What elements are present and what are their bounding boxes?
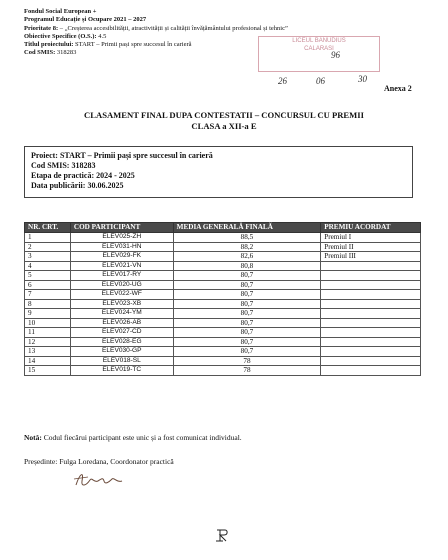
header-line: Cod SMIS: 318283 bbox=[24, 49, 77, 57]
final-average: 82,6 bbox=[173, 252, 321, 262]
prize bbox=[321, 337, 421, 347]
note: Notă: Codul fiecărui participant este unic și a fost comunicat individual. bbox=[24, 433, 242, 442]
stamp-month: 06 bbox=[316, 76, 325, 86]
stamp-institution: LICEUL BANUDIUS bbox=[292, 38, 346, 44]
row-number: 8 bbox=[25, 299, 71, 309]
table-row bbox=[25, 290, 421, 300]
final-average: 80,7 bbox=[173, 318, 321, 328]
annex-label: Anexa 2 bbox=[384, 84, 412, 93]
final-average: 80,7 bbox=[173, 328, 321, 338]
column-header: PREMIU ACORDAT bbox=[321, 223, 421, 233]
participant-code: ELEV019-TC bbox=[70, 366, 173, 376]
column-header: NR. CRT. bbox=[25, 223, 71, 233]
participant-code: ELEV022-WF bbox=[70, 290, 173, 300]
table-row bbox=[25, 347, 421, 357]
prize bbox=[321, 261, 421, 271]
column-header: MEDIA GENERALĂ FINALĂ bbox=[173, 223, 321, 233]
row-number: 1 bbox=[25, 233, 71, 243]
prize: Premiul III bbox=[321, 252, 421, 262]
prize bbox=[321, 299, 421, 309]
prize bbox=[321, 271, 421, 281]
project-stage: Etapa de practică: 2024 - 2025 bbox=[31, 171, 135, 180]
final-average: 80,8 bbox=[173, 261, 321, 271]
table-row bbox=[25, 299, 421, 309]
participant-code: ELEV027-CD bbox=[70, 328, 173, 338]
final-average: 80,7 bbox=[173, 347, 321, 357]
prize: Premiul I bbox=[321, 233, 421, 243]
row-number: 4 bbox=[25, 261, 71, 271]
project-publish-date: Data publicării: 30.06.2025 bbox=[31, 181, 124, 190]
final-average: 80,7 bbox=[173, 299, 321, 309]
header-line: Prioritate 8: – „Creșterea accesibilității, atractivității și calității învățământului profesional și tehnic” bbox=[24, 24, 288, 32]
final-average: 88,5 bbox=[173, 233, 321, 243]
signature bbox=[70, 469, 130, 491]
page-subtitle: CLASA a XII-a E bbox=[191, 121, 257, 131]
row-number: 14 bbox=[25, 356, 71, 366]
prize bbox=[321, 366, 421, 376]
row-number: 3 bbox=[25, 252, 71, 262]
table-row bbox=[25, 309, 421, 319]
column-header: COD PARTICIPANT bbox=[70, 223, 173, 233]
table-row bbox=[25, 280, 421, 290]
row-number: 7 bbox=[25, 290, 71, 300]
stamp-city: CALARASI bbox=[304, 46, 334, 52]
table-row bbox=[25, 252, 421, 262]
table-row bbox=[25, 366, 421, 376]
registration-stamp bbox=[258, 36, 380, 72]
stamp-reg-number: 96 bbox=[331, 50, 340, 60]
header-line: Programul Educație și Ocupare 2021 – 2027 bbox=[24, 16, 147, 24]
header-line: Obiective Specifice (O.S.): 4.5 bbox=[24, 32, 107, 40]
stamp-day: 26 bbox=[278, 76, 287, 86]
table-row bbox=[25, 271, 421, 281]
project-info-box bbox=[24, 146, 413, 198]
participant-code: ELEV031-HN bbox=[70, 242, 173, 252]
final-average: 80,7 bbox=[173, 309, 321, 319]
participant-code: ELEV023-XB bbox=[70, 299, 173, 309]
participant-code: ELEV017-RY bbox=[70, 271, 173, 281]
table-row bbox=[25, 318, 421, 328]
project-smis: Cod SMIS: 318283 bbox=[31, 161, 96, 170]
table-row bbox=[25, 233, 421, 243]
table-row bbox=[25, 261, 421, 271]
participant-code: ELEV030-GP bbox=[70, 347, 173, 357]
row-number: 9 bbox=[25, 309, 71, 319]
prize bbox=[321, 280, 421, 290]
participant-code: ELEV024-YM bbox=[70, 309, 173, 319]
table-row bbox=[25, 337, 421, 347]
header-line: Fondul Social European + bbox=[24, 8, 97, 15]
participant-code: ELEV021-VN bbox=[70, 261, 173, 271]
prize bbox=[321, 290, 421, 300]
stamp-date bbox=[258, 76, 378, 88]
table-header-row bbox=[25, 223, 421, 233]
table-row bbox=[25, 328, 421, 338]
row-number: 12 bbox=[25, 337, 71, 347]
project-name: Proiect: START – Primii pași spre succesul în carieră bbox=[31, 151, 213, 160]
final-average: 88,2 bbox=[173, 242, 321, 252]
final-average: 80,7 bbox=[173, 271, 321, 281]
participant-code: ELEV028-EG bbox=[70, 337, 173, 347]
logo-icon bbox=[214, 527, 230, 543]
header-line: Titlul proiectului: START – Primii pași spre succesul în carieră bbox=[24, 41, 192, 49]
prize: Premiul II bbox=[321, 242, 421, 252]
row-number: 2 bbox=[25, 242, 71, 252]
page-title: CLASAMENT FINAL DUPA CONTESTATII – CONCURSUL CU PREMII bbox=[84, 110, 364, 120]
row-number: 11 bbox=[25, 328, 71, 338]
final-average: 80,7 bbox=[173, 290, 321, 300]
final-average: 80,7 bbox=[173, 337, 321, 347]
prize bbox=[321, 318, 421, 328]
row-number: 6 bbox=[25, 280, 71, 290]
participant-code: ELEV020-UG bbox=[70, 280, 173, 290]
president-line: Președinte: Fulga Loredana, Coordonator practică bbox=[24, 457, 174, 466]
participant-code: ELEV026-AB bbox=[70, 318, 173, 328]
stamp-year: 30 bbox=[358, 74, 367, 84]
row-number: 13 bbox=[25, 347, 71, 357]
row-number: 15 bbox=[25, 366, 71, 376]
prize bbox=[321, 347, 421, 357]
participant-code: ELEV029-FK bbox=[70, 252, 173, 262]
final-average: 78 bbox=[173, 366, 321, 376]
participant-code: ELEV018-SL bbox=[70, 356, 173, 366]
participant-code: ELEV025-ZH bbox=[70, 233, 173, 243]
prize bbox=[321, 356, 421, 366]
final-average: 80,7 bbox=[173, 280, 321, 290]
final-average: 78 bbox=[173, 356, 321, 366]
row-number: 5 bbox=[25, 271, 71, 281]
row-number: 10 bbox=[25, 318, 71, 328]
ranking-table bbox=[24, 222, 421, 376]
prize bbox=[321, 328, 421, 338]
prize bbox=[321, 309, 421, 319]
table-row bbox=[25, 242, 421, 252]
table-row bbox=[25, 356, 421, 366]
